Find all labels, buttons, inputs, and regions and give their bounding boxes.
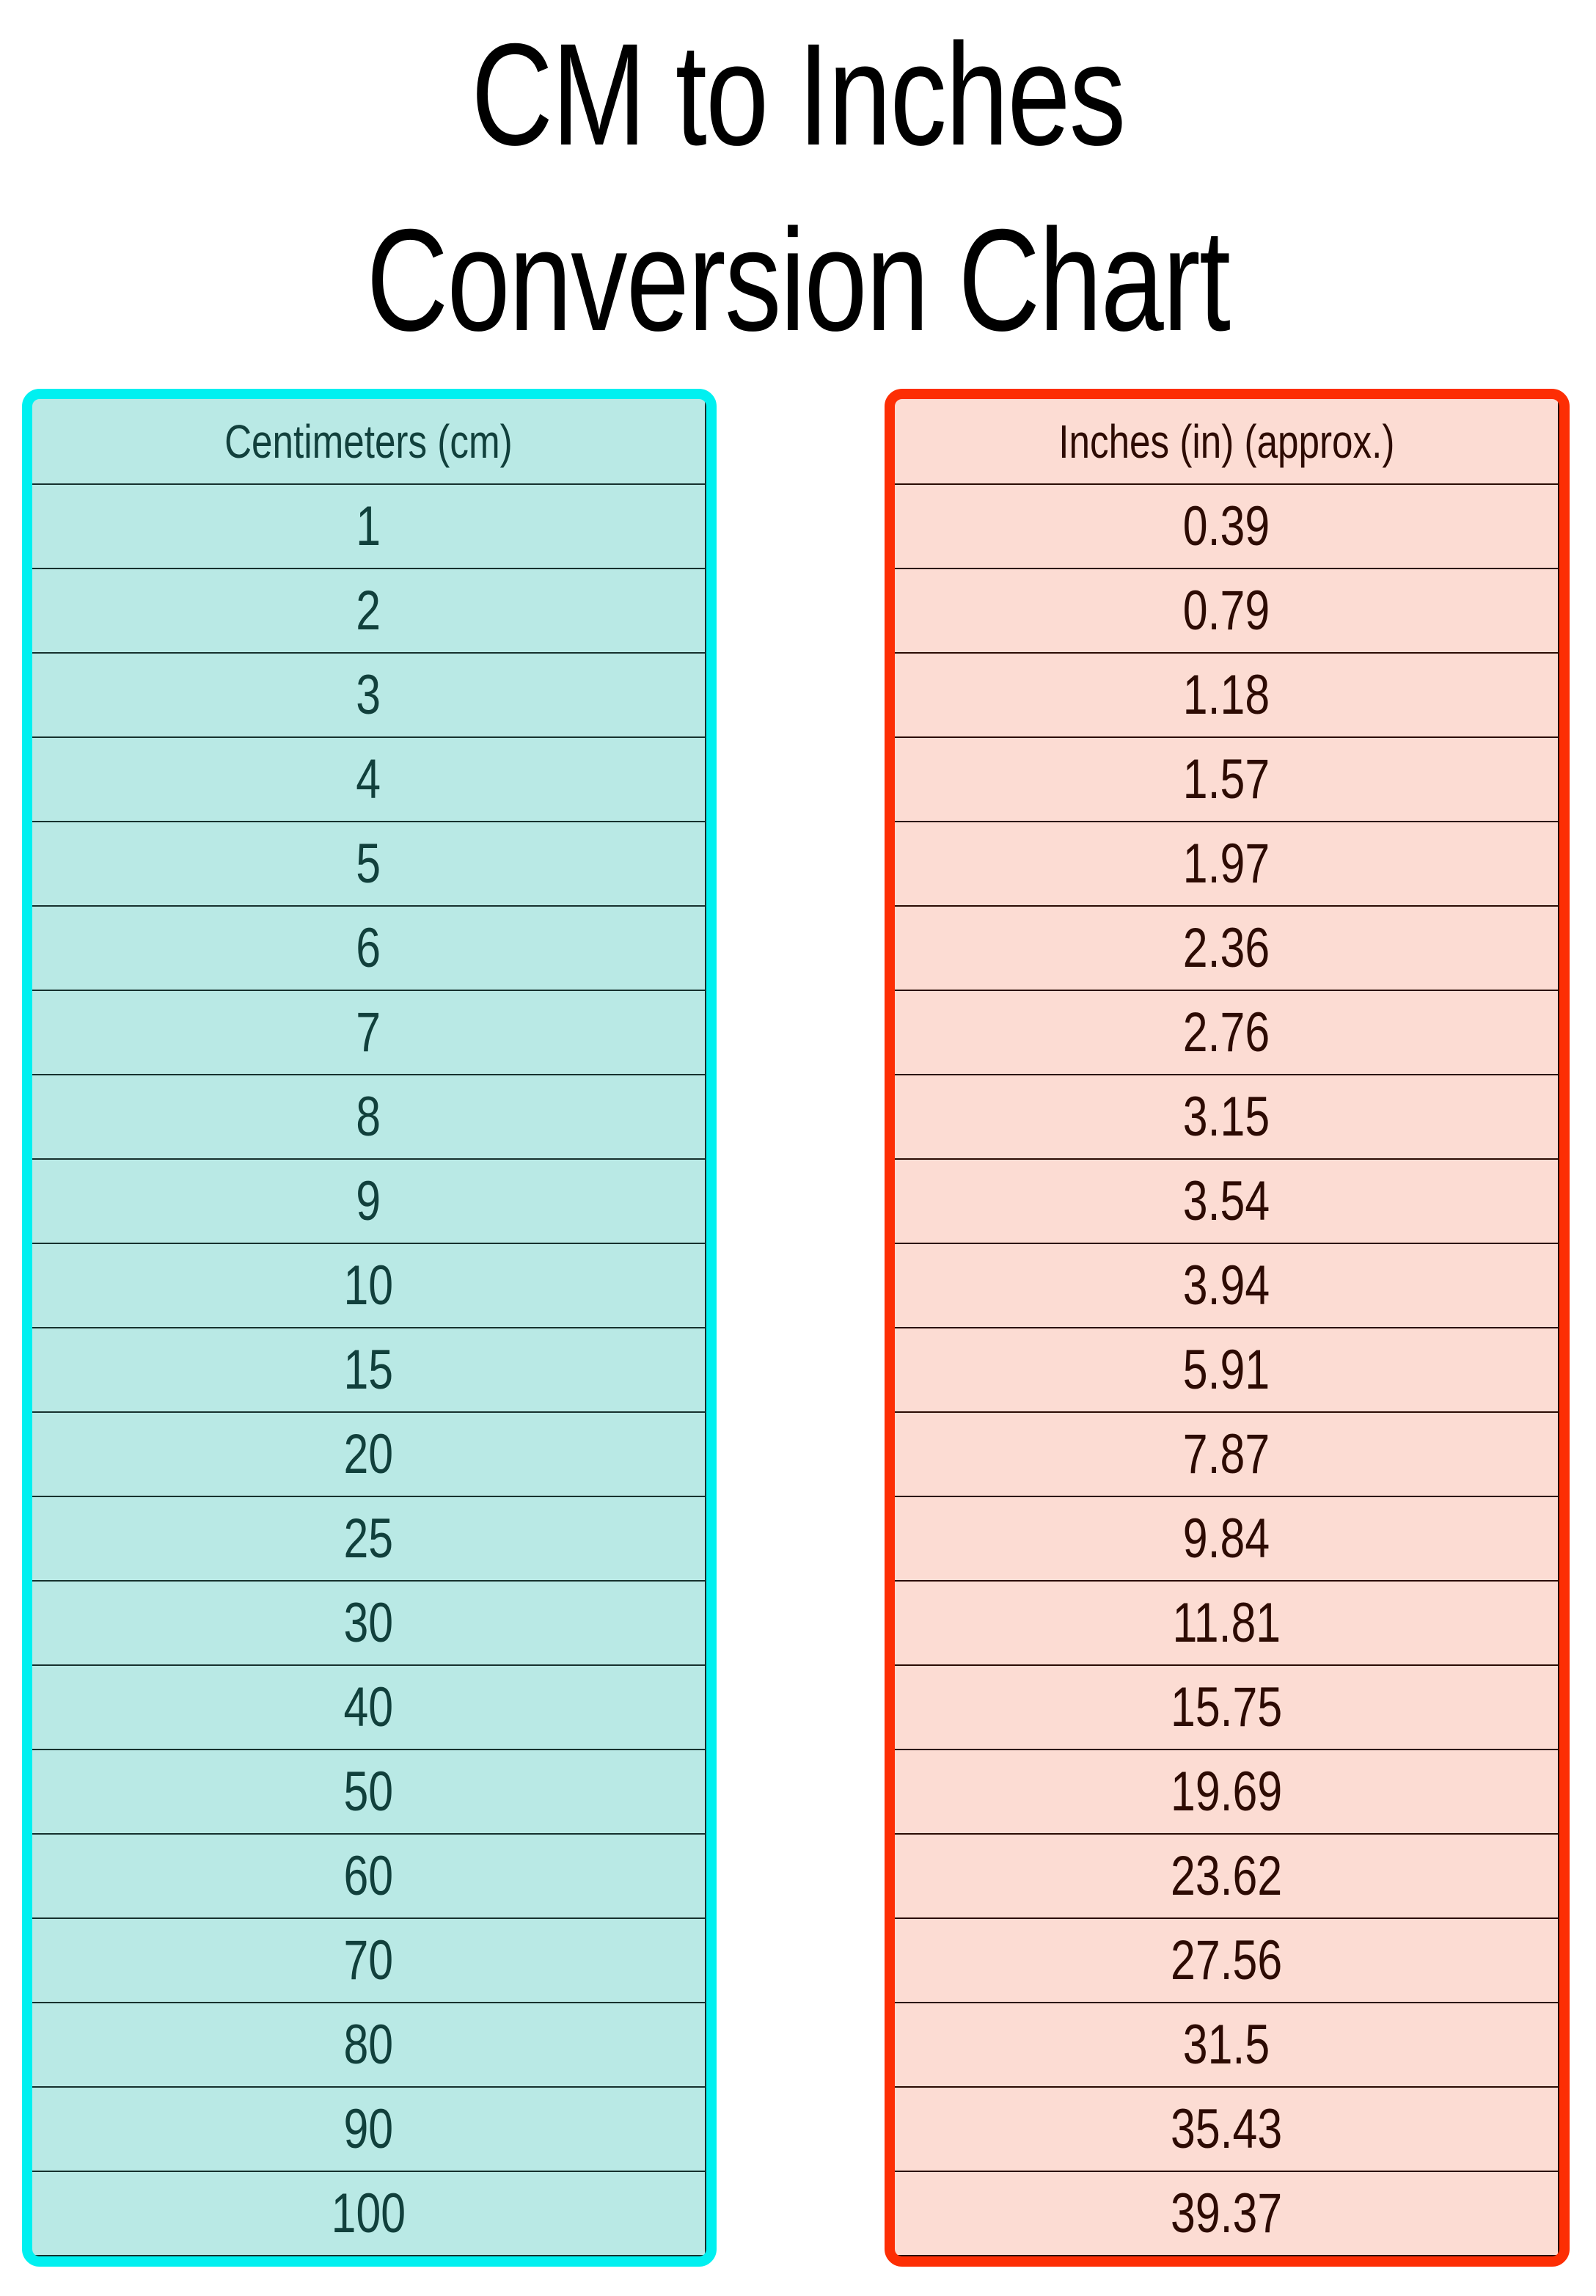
inch-value: 3.94 [1182, 1254, 1270, 1317]
inch-row [895, 654, 1558, 738]
page-title [0, 1, 1596, 373]
cm-value: 8 [356, 1086, 381, 1148]
cm-row [32, 2172, 705, 2256]
inch-value: 1.18 [1182, 664, 1270, 726]
cm-row [32, 2003, 705, 2088]
cm-row [32, 1835, 705, 1919]
cm-value: 90 [343, 2098, 394, 2160]
inch-value: 7.87 [1182, 1423, 1270, 1485]
cm-value: 40 [343, 1676, 394, 1739]
cm-row [32, 1666, 705, 1750]
inch-value: 2.36 [1182, 917, 1270, 979]
inch-row [895, 1413, 1558, 1497]
inch-table-header [895, 399, 1558, 485]
inch-row [895, 1160, 1558, 1244]
inch-row [895, 1244, 1558, 1328]
cm-value: 50 [343, 1761, 394, 1823]
inch-value: 1.97 [1182, 833, 1270, 895]
cm-value: 60 [343, 1845, 394, 1907]
inch-header-label: Inches (in) (approx.) [1058, 414, 1395, 468]
inch-row [895, 1750, 1558, 1835]
cm-value: 30 [343, 1592, 394, 1654]
page-title-line1: CM to Inches [471, 13, 1125, 175]
inch-value: 35.43 [1170, 2098, 1283, 2160]
inch-value: 9.84 [1182, 1507, 1270, 1570]
inch-row [895, 1835, 1558, 1919]
cm-row [32, 1075, 705, 1160]
inch-row [895, 1582, 1558, 1666]
cm-row [32, 1244, 705, 1328]
inch-table [885, 389, 1570, 2267]
inch-value: 27.56 [1170, 1929, 1283, 1992]
inch-row [895, 907, 1558, 991]
inch-row [895, 485, 1558, 569]
cm-value: 4 [356, 748, 381, 811]
inch-value: 31.5 [1182, 2014, 1270, 2076]
cm-row [32, 654, 705, 738]
inch-table-inner [895, 399, 1559, 2256]
cm-value: 2 [356, 580, 381, 642]
inch-row [895, 569, 1558, 654]
cm-value: 9 [356, 1170, 381, 1232]
cm-row [32, 485, 705, 569]
inch-value: 23.62 [1170, 1845, 1283, 1907]
inch-value: 0.79 [1182, 580, 1270, 642]
cm-row [32, 1750, 705, 1835]
inch-value: 39.37 [1170, 2182, 1283, 2245]
cm-value: 7 [356, 1001, 381, 1064]
cm-row [32, 1328, 705, 1413]
inch-row [895, 1919, 1558, 2003]
cm-table [22, 389, 717, 2267]
cm-value: 3 [356, 664, 381, 726]
inch-value: 15.75 [1170, 1676, 1283, 1739]
cm-row [32, 2088, 705, 2172]
cm-value: 5 [356, 833, 381, 895]
cm-value: 10 [343, 1254, 394, 1317]
inch-row [895, 822, 1558, 907]
inch-value: 19.69 [1170, 1761, 1283, 1823]
cm-value: 1 [356, 495, 381, 557]
cm-value: 15 [343, 1339, 394, 1401]
inch-row [895, 1666, 1558, 1750]
cm-table-header [32, 399, 705, 485]
inch-table-rows [895, 485, 1558, 2256]
inch-row [895, 2088, 1558, 2172]
cm-row [32, 1497, 705, 1582]
inch-value: 3.15 [1182, 1086, 1270, 1148]
inch-row [895, 2172, 1558, 2256]
cm-header-label: Centimeters (cm) [224, 414, 513, 468]
cm-row [32, 738, 705, 822]
inch-value: 1.57 [1182, 748, 1270, 811]
cm-value: 20 [343, 1423, 394, 1485]
cm-row [32, 1919, 705, 2003]
cm-value: 25 [343, 1507, 394, 1570]
inch-value: 3.54 [1182, 1170, 1270, 1232]
cm-value: 6 [356, 917, 381, 979]
inch-row [895, 738, 1558, 822]
inch-row [895, 2003, 1558, 2088]
cm-value: 70 [343, 1929, 394, 1992]
inch-value: 0.39 [1182, 495, 1270, 557]
cm-table-inner [32, 399, 706, 2256]
cm-table-rows [32, 485, 705, 2256]
cm-row [32, 1413, 705, 1497]
inch-row [895, 1328, 1558, 1413]
inch-row [895, 1497, 1558, 1582]
cm-row [32, 1582, 705, 1666]
inch-value: 2.76 [1182, 1001, 1270, 1064]
cm-row [32, 907, 705, 991]
cm-row [32, 569, 705, 654]
cm-value: 100 [331, 2182, 406, 2245]
inch-value: 5.91 [1182, 1339, 1270, 1401]
cm-value: 80 [343, 2014, 394, 2076]
inch-value: 11.81 [1172, 1592, 1281, 1654]
inch-row [895, 991, 1558, 1075]
cm-row [32, 991, 705, 1075]
page-title-line2: Conversion Chart [366, 199, 1230, 362]
cm-row [32, 822, 705, 907]
cm-row [32, 1160, 705, 1244]
inch-row [895, 1075, 1558, 1160]
